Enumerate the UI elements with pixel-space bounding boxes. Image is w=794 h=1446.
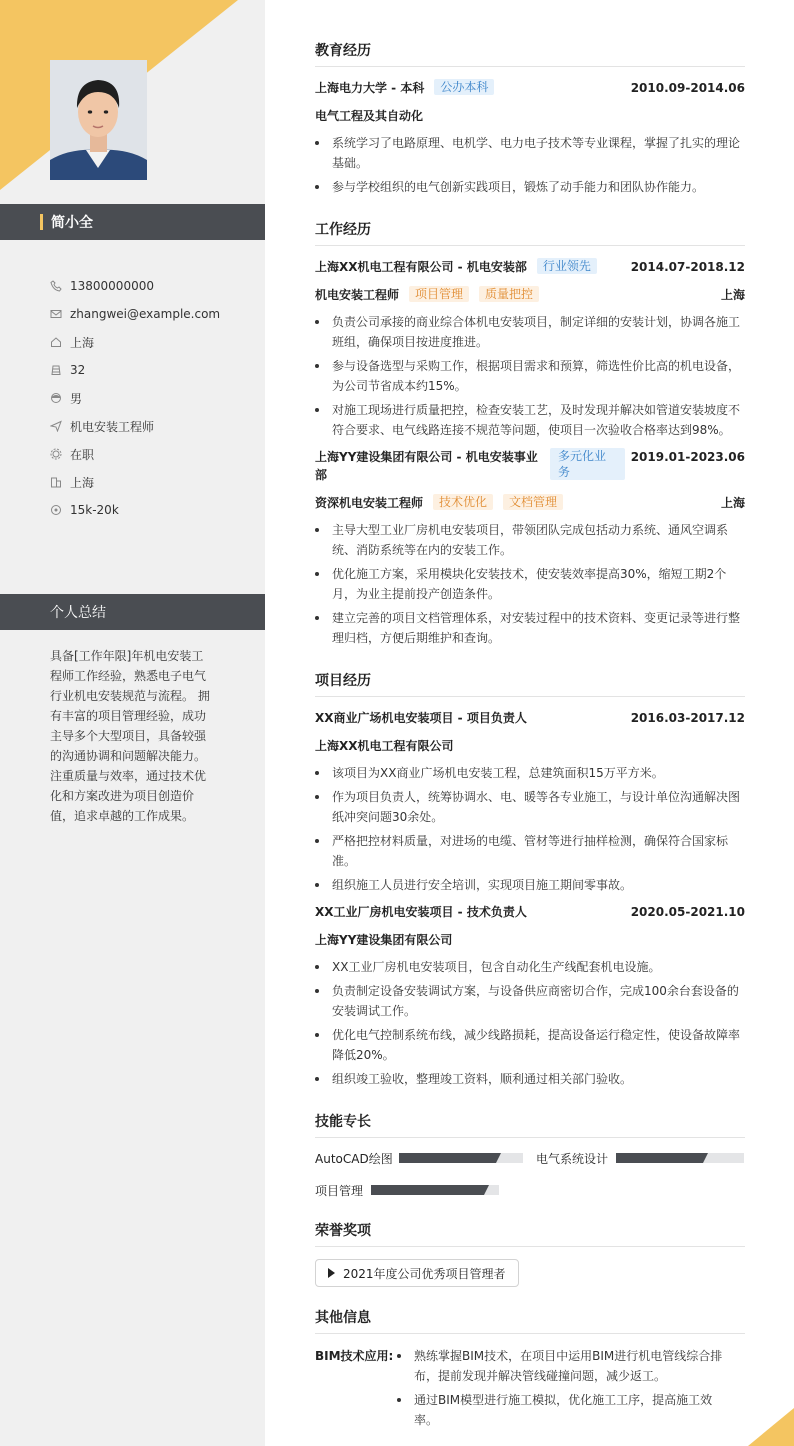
project-company: 上海YY建设集团有限公司 (315, 933, 453, 947)
job-period: 2019.01-2023.06 (630, 450, 745, 464)
summary-title: 个人总结 (50, 605, 106, 621)
list-item: 系统学习了电路原理、电机学、电力电子技术等专业课程，掌握了扎实的理论基础。 (315, 133, 745, 173)
job-header (315, 448, 745, 484)
project-company: 上海XX机电工程有限公司 (315, 739, 454, 753)
work-section (315, 219, 745, 648)
role-tag: 质量把控 (479, 286, 539, 302)
job-entry (315, 448, 745, 648)
awards-title: 荣誉奖项 (315, 1220, 745, 1247)
home-icon (50, 336, 62, 348)
contact-age (50, 356, 250, 384)
contact-status (50, 440, 250, 468)
school-name: 上海电力大学 - 本科 (315, 81, 425, 95)
list-item: 优化施工方案，采用模块化安装技术，使安装效率提高30%，缩短工期2个月，为业主提前投产创造条件。 (315, 564, 745, 604)
skill-row (315, 1182, 745, 1198)
project-title: 项目经历 (315, 670, 745, 697)
role-tag: 文档管理 (503, 494, 563, 510)
award-item[interactable] (315, 1259, 519, 1287)
skill-bar (399, 1153, 523, 1163)
email-icon (50, 308, 62, 320)
list-item: 严格把控材料质量，对进场的电缆、管材等进行抽样检测，确保符合国家标准。 (315, 831, 745, 871)
project-name: XX商业广场机电安装项目 - 项目负责人 (315, 711, 527, 725)
job-icon (50, 420, 62, 432)
contact-list (50, 272, 250, 524)
contact-value: 上海 (70, 475, 95, 490)
education-bullets (315, 133, 745, 197)
list-item: XX工业厂房机电安装项目，包含自动化生产线配套机电设施。 (315, 957, 745, 977)
main-content (315, 40, 745, 1434)
corner-decoration-bottom (748, 1408, 794, 1446)
contact-value: 男 (70, 391, 83, 406)
project-header (315, 709, 745, 727)
contact-value: 在职 (70, 447, 95, 462)
city-icon (50, 476, 62, 488)
role-tag: 项目管理 (409, 286, 469, 302)
list-item: 通过BIM模型进行施工模拟，优化施工工序，提高施工效率。 (397, 1390, 732, 1430)
list-item: 作为项目负责人，统筹协调水、电、暖等各专业施工，与设计单位沟通解决图纸冲突问题30余处。 (315, 787, 745, 827)
job-bullets (315, 312, 745, 440)
name-accent (40, 214, 43, 230)
contact-email (50, 300, 250, 328)
other-bullets (397, 1346, 732, 1434)
contact-city (50, 468, 250, 496)
education-title: 教育经历 (315, 40, 745, 67)
contact-value: 上海 (70, 335, 95, 350)
contact-phone (50, 272, 250, 300)
project-period: 2016.03-2017.12 (630, 711, 745, 725)
role-tag: 技术优化 (433, 494, 493, 510)
education-header (315, 79, 745, 97)
project-section (315, 670, 745, 1089)
work-title: 工作经历 (315, 219, 745, 246)
contact-gender (50, 384, 250, 412)
list-item: 熟练掌握BIM技术，在项目中运用BIM进行机电管线综合排布，提前发现并解决管线碰撞问题，减少返工。 (397, 1346, 732, 1386)
job-bullets (315, 520, 745, 648)
skill-bar-fill (371, 1185, 484, 1195)
company-name: 上海YY建设集团有限公司 - 机电安装事业部 (315, 450, 538, 482)
summary-header (0, 594, 265, 630)
skill-name: AutoCAD绘图 (315, 1151, 393, 1166)
project-bullets (315, 763, 745, 895)
job-location: 上海 (720, 288, 745, 302)
candidate-name: 简小全 (51, 215, 93, 231)
contact-position (50, 412, 250, 440)
list-item: 负责制定设备安装调试方案，与设备供应商密切合作，完成100余台套设备的安装调试工作。 (315, 981, 745, 1021)
project-header (315, 903, 745, 921)
project-entry (315, 709, 745, 895)
school-tag: 公办本科 (434, 79, 494, 95)
job-period: 2014.07-2018.12 (630, 260, 745, 274)
job-role-row (315, 494, 745, 512)
sidebar (0, 0, 265, 1446)
status-icon (50, 448, 62, 460)
contact-value: 32 (70, 363, 86, 377)
skill-name: 电气系统设计 (536, 1151, 609, 1166)
major-name: 电气工程及其自动化 (315, 109, 424, 123)
project-period: 2020.05-2021.10 (630, 905, 745, 919)
gender-icon (50, 392, 62, 404)
list-item: 负责公司承接的商业综合体机电安装项目，制定详细的安装计划，协调各施工班组，确保项目按进度推进。 (315, 312, 745, 352)
other-section (315, 1307, 745, 1434)
job-entry (315, 258, 745, 440)
skills-title: 技能专长 (315, 1111, 745, 1138)
play-icon (328, 1268, 335, 1278)
list-item: 对施工现场进行质量把控，检查安装工艺，及时发现并解决如管道安装坡度不符合要求、电气线路连接不规范等问题，使项目一次验收合格率达到98%。 (315, 400, 745, 440)
contact-value: 15k-20k (70, 503, 119, 517)
list-item: 主导大型工业厂房机电安装项目，带领团队完成包括动力系统、通风空调系统、消防系统等在内的安装工作。 (315, 520, 745, 560)
contact-value: 13800000000 (70, 279, 154, 293)
job-header (315, 258, 745, 276)
name-bar (0, 204, 265, 240)
contact-value: 机电安装工程师 (70, 419, 155, 434)
job-role: 机电安装工程师 (315, 288, 400, 302)
project-bullets (315, 957, 745, 1089)
awards-section (315, 1220, 745, 1287)
salary-icon (50, 504, 62, 516)
company-tag: 多元化业务 (550, 448, 625, 480)
list-item: 参与设备选型与采购工作，根据项目需求和预算，筛选性价比高的机电设备，为公司节省成本约15%。 (315, 356, 745, 396)
list-item: 优化电气控制系统布线，减少线路损耗，提高设备运行稳定性，使设备故障率降低20%。 (315, 1025, 745, 1065)
skill-bar (371, 1185, 499, 1195)
list-item: 参与学校组织的电气创新实践项目，锻炼了动手能力和团队协作能力。 (315, 177, 745, 197)
major (315, 107, 745, 125)
skill-name: 项目管理 (315, 1183, 364, 1198)
skill-row (315, 1150, 745, 1166)
other-label: BIM技术应用: (315, 1349, 394, 1363)
contact-hometown (50, 328, 250, 356)
other-row (315, 1346, 745, 1434)
avatar-illustration (50, 60, 147, 180)
skills-section (315, 1111, 745, 1198)
skill-bar (616, 1153, 744, 1163)
project-name: XX工业厂房机电安装项目 - 技术负责人 (315, 905, 527, 919)
project-company-row (315, 737, 745, 755)
skill-bar-fill (399, 1153, 496, 1163)
award-name: 2021年度公司优秀项目管理者 (343, 1266, 506, 1281)
other-title: 其他信息 (315, 1307, 745, 1334)
job-location: 上海 (720, 496, 745, 510)
list-item: 该项目为XX商业广场机电安装工程，总建筑面积15万平方米。 (315, 763, 745, 783)
phone-icon (50, 280, 62, 292)
contact-value: zhangwei@example.com (70, 307, 221, 321)
job-role: 资深机电安装工程师 (315, 496, 424, 510)
company-name: 上海XX机电工程有限公司 - 机电安装部 (315, 260, 527, 274)
avatar (50, 60, 147, 180)
skill-bar-fill (616, 1153, 703, 1163)
list-item: 建立完善的项目文档管理体系，对安装过程中的技术资料、变更记录等进行整理归档，方便后期维护和查询。 (315, 608, 745, 648)
summary-text: 具备[工作年限]年机电安装工程师工作经验，熟悉电子电气行业机电安装规范与流程。 拥有丰富的项目管理经验，成功主导多个大型项目，具备较强的沟通协调和问题解决能力。注重质量与效率，通过技术优化和方案改进为项目创造价值，追求卓越的工作成果。 (50, 649, 210, 823)
project-company-row (315, 931, 745, 949)
project-entry (315, 903, 745, 1089)
contact-salary (50, 496, 250, 524)
education-period: 2010.09-2014.06 (630, 81, 745, 95)
company-tag: 行业领先 (537, 258, 597, 274)
education-section (315, 40, 745, 197)
list-item: 组织竣工验收，整理竣工资料，顺利通过相关部门验收。 (315, 1069, 745, 1089)
job-role-row (315, 286, 745, 304)
age-icon (50, 364, 62, 376)
list-item: 组织施工人员进行安全培训，实现项目施工期间零事故。 (315, 875, 745, 895)
